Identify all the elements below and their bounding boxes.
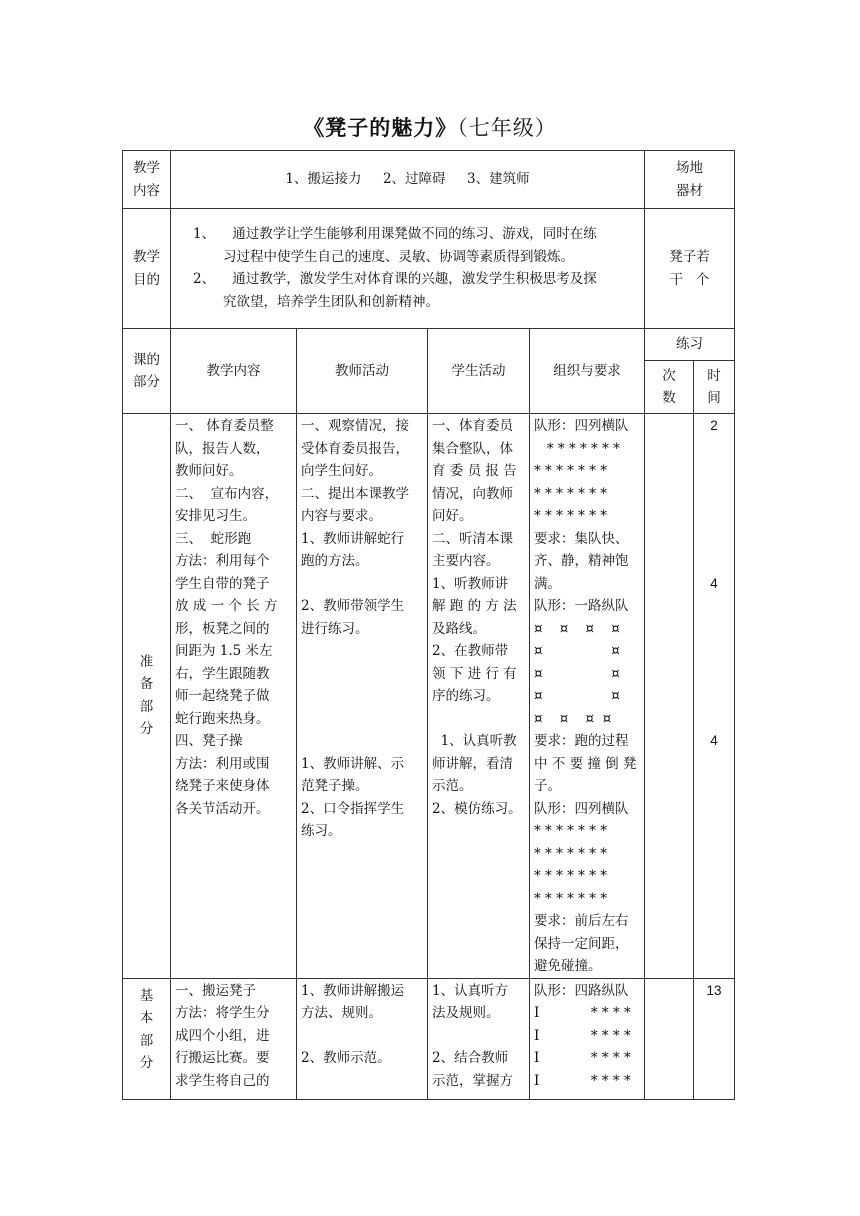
prep-time: 2 4 4 [694,414,735,979]
basic-content: 一、搬运凳子 方法：将学生分 成四个小组，进 行搬运比赛。要 求学生将自己的 [171,978,297,1099]
prep-label: 准 备 部 分 [123,414,171,979]
basic-teacher: 1、教师讲解搬运 方法、规则。 2、教师示范。 [297,978,428,1099]
basic-student: 1、认真听方 法及规则。 2、结合教师 示范，掌握方 [428,978,530,1099]
equipment-label: 场地 器材 [645,151,735,209]
goal-1: 1、 通过教学让学生能够利用课凳做不同的练习、游戏，同时在练 习过程中使学生自己的速度、灵敏、协调等素质得到锻炼。 [193,226,597,265]
prep-content: 一、 体育委员整 队，报告人数， 教师问好。 二、 宣布内容， 安排见习生。 三、 蛇形跑 方法：利用每个 学生自带的凳子 放 成 一 个 长 方 形，板凳之间的 间距为 1.5 米左 右，学生跟随教 师一起绕凳子做 蛇行跑来热身。 四、凳子操 方法：利用或围 绕凳子来使身体 各关节活动开。 [171,414,297,979]
header-org: 组织与要求 [530,329,645,414]
page-title: 《凳子的魅力》（七年级） [303,115,557,140]
goal-2: 2、 通过教学，激发学生对体育课的兴趣，激发学生积极思考及探 究欲望，培养学生团队和创新精神。 [193,271,597,310]
lesson-content: 1、搬运接力 2、过障碍 3、建筑师 [171,151,645,209]
basic-count [645,978,694,1099]
content-row [123,151,735,209]
header-count: 次 数 [645,361,694,414]
prep-count [645,414,694,979]
basic-label: 基 本 部 分 [123,978,171,1099]
equipment: 凳子若 干 个 [645,209,735,329]
header-part: 课的 部分 [123,329,171,414]
basic-time: 13 [694,978,735,1099]
lesson-plan-table [122,150,735,1100]
basic-row [123,978,735,1099]
goal-row [123,209,735,329]
header-student: 学生活动 [428,329,530,414]
goal-label: 教学 目的 [123,209,171,329]
prep-row [123,414,735,979]
header-practice: 练习 [645,329,735,361]
header-time: 时 间 [694,361,735,414]
header-teacher: 教师活动 [297,329,428,414]
goal-text [171,209,645,329]
prep-teacher: 一、观察情况，接 受体育委员报告， 向学生问好。 二、提出本课教学 内容与要求。 1、教师讲解蛇行 跑的方法。 2、教师带领学生 进行练习。 1、教师讲解、示 范凳子操。 2、口令指挥学生 练习。 [297,414,428,979]
prep-org: 队形：四列横队 * * * * * * * * * * * * * * * * * * * * * * * * * * * * 要求：集队快、 齐、静，精神饱 满。 队形：一路纵队 ¤ ¤ ¤ ¤ ¤ ¤ ¤ ¤ ¤ ¤ ¤ ¤ ¤ ¤ 要求：跑的过程 中 不 要 撞 倒 凳 子。 队形：四列横队 * * * * * * * * * * * * * * * * * * * * * * * * * * * * 要求：前后左右 保持一定间距， 避免碰撞。 [530,414,645,979]
header-content: 教学内容 [171,329,297,414]
content-label: 教学 内容 [123,151,171,209]
header-row [123,329,735,361]
prep-student: 一、体育委员 集合整队，体 育 委 员 报 告 情况，向教师 问好。 二、听清本课 主要内容。 1、听教师讲 解 跑 的 方 法 及路线。 2、在教师带 领 下 进 行 有 序的练习。 1、认真听教 师讲解，看清 示范。 2、模仿练习。 [428,414,530,979]
basic-org: 队形：四路纵队 I * * * * I * * * * I * * * * I * * * * [530,978,645,1099]
